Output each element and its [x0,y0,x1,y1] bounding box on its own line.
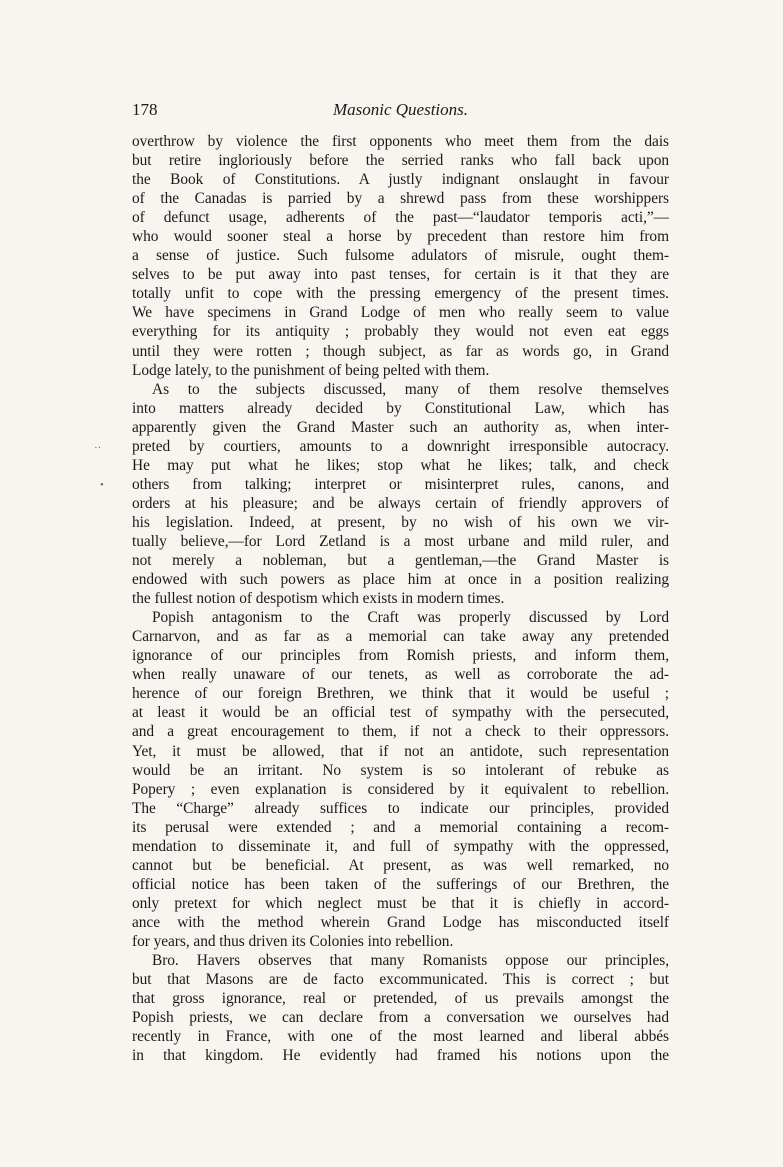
body-line: mendation to disseminate it, and full of sympathy with the oppressed, [132,837,669,855]
body-line: into matters already decided by Constitutional Law, which has [132,399,669,417]
margin-mark-dot: • [100,479,104,491]
body-line: totally unfit to cope with the pressing emergency of the present times. [132,285,669,303]
body-line: but retire ingloriously before the serried ranks who fall back upon [132,152,669,170]
body-line: endowed with such powers as place him at once in a position realizing [132,571,669,589]
body-text [132,132,669,1065]
body-line: everything for its antiquity ; probably they would not even eat eggs [132,323,669,341]
body-line: As to the subjects discussed, many of them resolve themselves [152,380,669,398]
body-line: when really unaware of our tenets, as well as corroborate the ad- [132,666,669,684]
body-line: the fullest notion of despotism which exists in modern times. [132,590,505,608]
body-line: that gross ignorance, real or pretended, of us prevails amongst the [132,990,669,1008]
body-line: at least it would be an official test of sympathy with the persecuted, [132,704,669,722]
body-line: and a great encouragement to them, if not a check to their oppressors. [132,723,669,741]
body-line: a sense of justice. Such fulsome adulators of misrule, ought them- [132,247,669,265]
body-line: selves to be put away into past tenses, for certain is it that they are [132,266,669,284]
body-line: overthrow by violence the first opponents who meet them from the dais [132,133,669,150]
body-line: Bro. Havers observes that many Romanists oppose our principles, [152,952,669,970]
running-title: Masonic Questions. [332,100,469,119]
body-line: not merely a nobleman, but a gentleman,—the Grand Master is [132,552,669,570]
body-line: Popish antagonism to the Craft was properly discussed by Lord [152,609,669,627]
body-line: official notice has been taken of the sufferings of our Brethren, the [132,875,669,893]
body-line: cannot but be beneficial. At present, as was well remarked, no [132,856,669,874]
body-line: apparently given the Grand Master such an authority as, when inter- [132,418,669,436]
body-line: We have specimens in Grand Lodge of men who really seem to value [132,304,669,322]
body-line: tually believe,—for Lord Zetland is a most urbane and mild ruler, and [132,532,669,550]
body-line: Carnarvon, and as far as a memorial can take away any pretended [132,628,669,646]
body-line: The “Charge” already suffices to indicate our principles, provided [132,799,669,817]
body-line: ignorance of our principles from Romish priests, and inform them, [132,647,669,665]
body-line: only pretext for which neglect must be that it is chiefly in accord- [132,894,669,912]
margin-mark-dash: ·· [94,442,102,454]
body-line: until they were rotten ; though subject, as far as words go, in Grand [132,342,669,360]
body-line: herence of our foreign Brethren, we think that it would be useful ; [132,685,669,703]
body-line: the Book of Constitutions. A justly indignant onslaught in favour [132,171,669,189]
body-line: for years, and thus driven its Colonies into rebellion. [132,932,454,950]
body-line: orders at his pleasure; and be always certain of friendly approvers of [132,494,669,512]
body-line: of defunct usage, adherents of the past—“laudator temporis acti,”— [132,209,669,227]
body-line: who would sooner steal a horse by precedent than restore him from [132,228,669,246]
body-line: recently in France, with one of the most learned and liberal abbés [132,1028,669,1046]
page-number: 178 [132,100,158,119]
body-line: preted by courtiers, amounts to a downright irresponsible autocracy. [132,437,669,455]
body-line: Popish priests, we can declare from a conversation we ourselves had [132,1009,669,1027]
body-line: Popery ; even explanation is considered by it equivalent to rebellion. [132,780,669,798]
body-line: would be an irritant. No system is so intolerant of rebuke as [132,761,669,779]
body-line: Lodge lately, to the punishment of being pelted with them. [132,361,490,379]
body-line: his legislation. Indeed, at present, by no wish of his own we vir- [132,513,669,531]
body-line: of the Canadas is parried by a shrewd pass from these worshippers [132,190,669,208]
body-line: its perusal were extended ; and a memorial containing a recom- [132,818,669,836]
body-line: others from talking; interpret or misinterpret rules, canons, and [132,475,669,493]
page-header [132,100,669,122]
body-line: in that kingdom. He evidently had framed his notions upon the [132,1047,669,1065]
body-line: Yet, it must be allowed, that if not an antidote, such representation [132,742,669,760]
body-line: ance with the method wherein Grand Lodge has misconducted itself [132,913,669,931]
body-line: but that Masons are de facto excommunicated. This is correct ; but [132,971,669,989]
body-line: He may put what he likes; stop what he likes; talk, and check [132,456,669,474]
